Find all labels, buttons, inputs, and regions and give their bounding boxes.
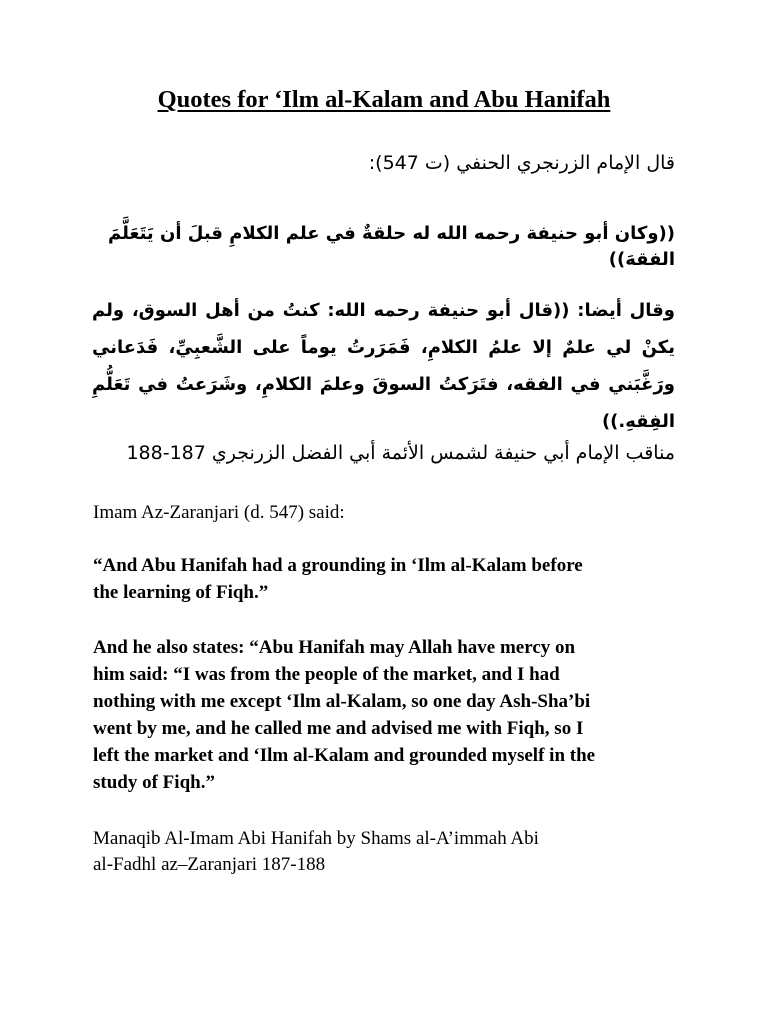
english-quote-line: the learning of Fiqh.” — [93, 581, 269, 603]
english-source-line: al-Fadhl az–Zaranjari 187-188 — [93, 854, 326, 875]
english-quote-line: “And Abu Hanifah had a grounding in ‘Ilm al-Kalam before — [93, 555, 583, 576]
english-paragraph-line: study of Fiqh.” — [93, 772, 215, 793]
english-source-citation — [93, 826, 683, 878]
arabic-intro: قال الإمام الزرنجري الحنفي (ت 547): — [368, 152, 675, 174]
english-paragraph — [93, 634, 683, 796]
arabic-source-citation: مناقب الإمام أبي حنيفة لشمس الأئمة أبي الفضل الزرنجري 187-188 — [126, 442, 675, 464]
arabic-quote: ((وكان أبو حنيفة رحمه الله له حلقةٌ في علم الكلامِ قبلَ أن يَتَعَلَّمَ الفقهَ)) — [107, 223, 675, 270]
english-quote — [93, 553, 683, 606]
page-title: Quotes for ‘Ilm al-Kalam and Abu Hanifah — [157, 86, 611, 113]
english-paragraph-line: left the market and ‘Ilm al-Kalam and grounded myself in the — [93, 745, 596, 766]
english-paragraph-line: went by me, and he called me and advised me with Fiqh, so I — [93, 718, 584, 739]
english-intro: Imam Az-Zaranjari (d. 547) said: — [93, 502, 345, 523]
arabic-paragraph: وقال أيضا: ((قال أبو حنيفة رحمه الله: كنتُ من أهل السوق، ولم يكنْ لي علمٌ إلا علمُ الكلامِ، فَمَرَرتُ يوماً على الشَّعبِيِّ، فَدَعاني ورَغَّبَني في الفقه، فتَرَكتُ السوقَ وعلمَ الكلامِ، وشَرَعتُ في تَعَلُّمِ الفِقهِ.)) — [92, 300, 675, 432]
english-paragraph-line: And he also states: “Abu Hanifah may Allah have mercy on — [93, 637, 576, 658]
english-paragraph-line: him said: “I was from the people of the market, and I had — [93, 664, 560, 685]
english-source-line: Manaqib Al-Imam Abi Hanifah by Shams al-A’immah Abi — [93, 828, 539, 849]
english-paragraph-line: nothing with me except ‘Ilm al-Kalam, so one day Ash-Sha’bi — [93, 691, 591, 712]
